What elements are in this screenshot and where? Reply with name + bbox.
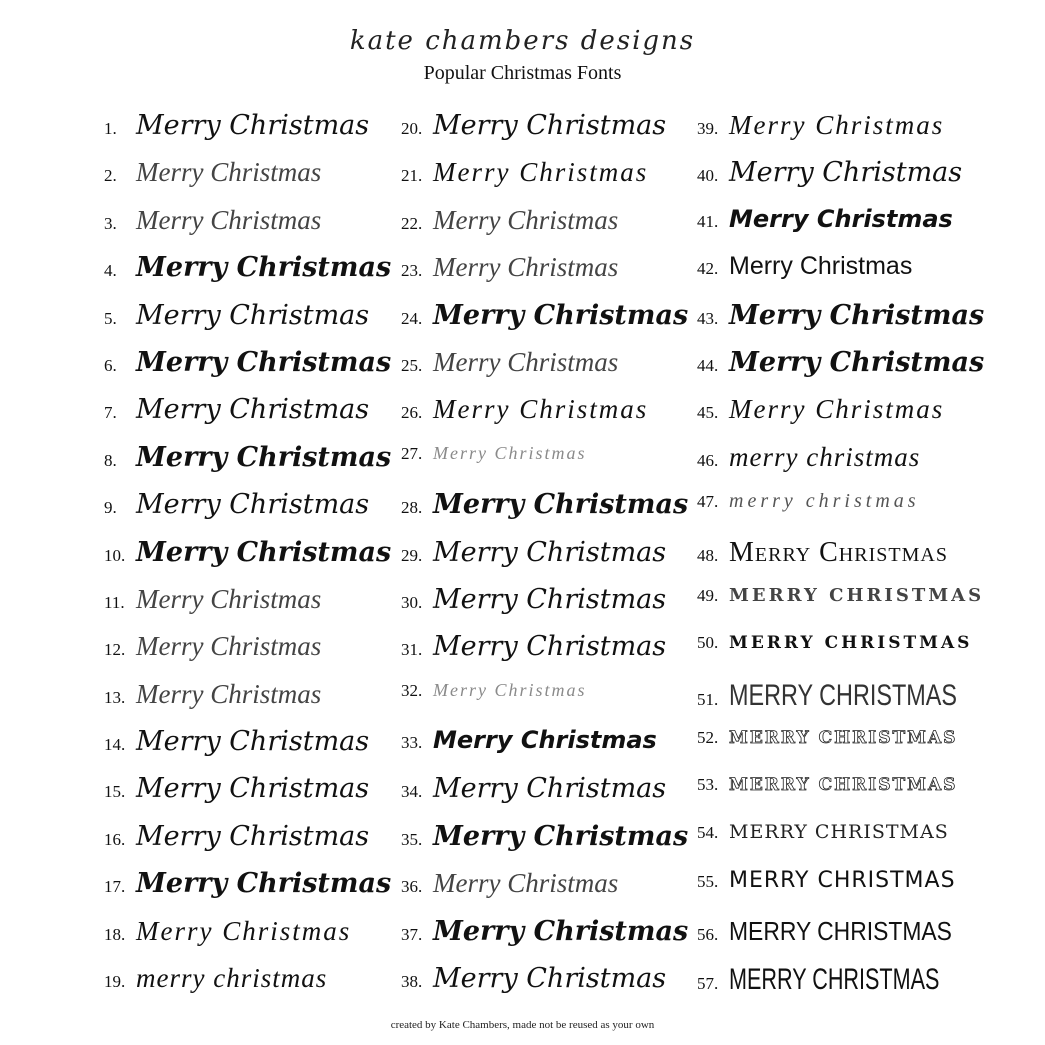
font-sample-text: Merry Christmas [136,583,322,614]
font-number: 19. [104,972,126,992]
font-sample-item [401,159,688,206]
font-sample-text: Merry Christmas [729,299,985,331]
font-sample-text: MERRY CHRISTMAS [729,820,949,843]
font-sample-item [697,870,1021,917]
font-sample-item [401,870,688,917]
font-sample-text: Merry Christmas [433,679,587,700]
font-sample-text: Merry Christmas [136,631,322,662]
font-sample-text: MERRY CHRISTMAS [729,963,940,997]
font-sample-text: Merry Christmas [433,963,667,995]
font-sample-item [104,870,391,917]
font-number: 34. [401,782,423,802]
font-sample-item [697,728,1021,775]
font-number: 18. [104,924,126,944]
font-number: 29. [401,545,423,565]
font-sample-text: MERRY CHRISTMAS [729,775,958,796]
font-sample-item [401,204,688,254]
font-number: 35. [401,829,423,849]
font-sample-text: Merry Christmas [433,204,619,235]
font-sample-item [401,491,688,538]
font-sample-item [401,820,689,870]
font-sample-text: Merry Christmas [433,157,649,188]
font-sample-item [401,681,688,728]
font-number: 52. [697,728,719,748]
font-sample-item [401,346,688,396]
font-sample-text: MERRY CHRISTMAS [729,584,985,606]
font-sample-text: Merry Christmas [136,346,392,378]
font-sample-item [104,159,391,206]
font-sample-item [697,965,1021,1012]
font-number: 27. [401,443,423,463]
font-sample-text: Merry Christmas [433,773,667,805]
font-sample-item [401,633,688,680]
font-sample-text: Merry Christmas [136,157,322,188]
font-sample-item [401,583,688,633]
font-column-3 [697,112,1021,1012]
font-sample-text: Merry Christmas [136,489,370,521]
font-sample-text: Merry Christmas [729,394,945,425]
font-sample-item [104,678,391,728]
font-sample-text: Merry Christmas [729,536,948,568]
font-sample-text: Merry Christmas [729,346,985,378]
font-sample-item [697,633,1021,680]
font-sample-text: Merry Christmas [433,299,689,331]
font-sample-text: Merry Christmas [136,773,370,805]
font-sample-text: Merry Christmas [433,631,667,663]
font-sample-item [697,159,1021,206]
font-number: 50. [697,633,719,653]
font-number: 14. [104,735,126,755]
font-sample-item [401,396,688,443]
font-number: 6. [104,355,117,375]
font-sample-text: Merry Christmas [136,536,392,568]
font-sample-item [104,965,391,1012]
font-number: 17. [104,877,126,897]
font-sample-item [401,254,688,301]
font-sample-text: merry christmas [136,963,328,994]
font-number: 23. [401,261,423,281]
font-number: 12. [104,640,126,660]
font-sample-item [104,254,391,301]
font-sample-text: Merry Christmas [136,726,370,758]
font-sample-item [697,112,1021,159]
font-sample-item [697,536,1021,586]
font-sample-text: Merry Christmas [433,536,667,568]
font-sample-item [104,299,391,349]
font-number: 51. [697,689,719,709]
font-number: 10. [104,545,126,565]
page-title: Popular Christmas Fonts [423,62,622,84]
font-number: 44. [697,355,719,375]
font-sample-item [104,204,391,254]
font-sample-item [697,678,1021,728]
font-number: 16. [104,829,126,849]
font-number: 55. [697,872,719,892]
font-sample-item [401,112,688,159]
font-sample-item [104,583,391,633]
font-sample-text: Merry Christmas [729,110,945,140]
font-sample-item [697,346,1021,396]
font-number: 13. [104,687,126,707]
font-number: 7. [104,403,117,423]
font-sample-item [401,536,688,586]
font-number: 26. [401,403,423,423]
font-sample-text: Merry Christmas [729,204,953,233]
font-number: 20. [401,119,423,138]
font-sample-text: MERRY CHRISTMAS [729,868,956,894]
font-number: 24. [401,308,423,328]
font-sample-item [697,820,1021,870]
font-sample-text: Merry Christmas [433,489,689,521]
font-number: 49. [697,585,719,605]
font-number: 47. [697,492,719,512]
font-sample-item [104,820,391,870]
font-sample-item [697,299,1021,349]
font-sample-text: Merry Christmas [729,252,913,281]
font-column-1 [104,112,391,1012]
font-sample-item [104,396,391,443]
font-sample-item [104,112,391,159]
font-sample-text: Merry Christmas [136,252,392,284]
font-sample-item [104,346,392,396]
font-number: 2. [104,166,117,186]
font-number: 4. [104,261,117,281]
font-sample-item [697,586,1021,633]
font-number: 37. [401,924,423,944]
font-sample-item [104,491,391,538]
font-sample-item [104,728,391,775]
font-sample-text: Merry Christmas [136,394,370,426]
font-number: 31. [401,640,423,660]
font-sample-item [104,915,391,965]
font-number: 41. [697,211,719,231]
font-number: 28. [401,498,423,518]
font-sample-text: Merry Christmas [136,204,322,235]
font-sample-item [697,915,1021,965]
font-number: 15. [104,782,126,802]
font-sample-item [401,444,688,491]
font-number: 36. [401,877,423,897]
font-number: 5. [104,308,117,328]
font-sample-text: Merry Christmas [729,157,963,189]
font-sample-text: Merry Christmas [136,915,352,946]
font-sample-text: MERRY CHRISTMAS [729,633,973,654]
font-number: 22. [401,213,423,233]
font-number: 21. [401,166,423,186]
font-sample-item [104,536,392,586]
font-number: 45. [697,403,719,423]
font-number: 3. [104,213,117,233]
font-sample-text: Merry Christmas [433,252,619,283]
font-number: 1. [104,119,117,138]
font-sample-item [104,441,392,491]
font-sample-item [104,633,391,680]
font-sample-item [401,965,688,1012]
font-sample-text: Merry Christmas [433,820,689,852]
font-number: 53. [697,775,719,795]
font-sample-text: Merry Christmas [433,346,619,377]
font-sample-text: Merry Christmas [136,868,392,900]
font-sample-text: Merry Christmas [136,820,370,852]
font-sample-item [401,775,688,822]
font-sample-text: Merry Christmas [136,441,392,473]
font-number: 43. [697,308,719,328]
font-sample-text: Merry Christmas [136,110,370,141]
font-number: 11. [104,592,125,612]
font-sample-item [697,204,1021,254]
font-sample-text: Merry Christmas [433,868,619,899]
font-sample-text: Merry Christmas [433,110,667,141]
font-sample-item [401,915,689,965]
font-number: 42. [697,259,719,279]
font-sample-item [697,775,1021,822]
font-sample-text: Merry Christmas [433,583,667,615]
font-number: 54. [697,822,719,842]
font-sample-text: Merry Christmas [433,915,689,947]
font-number: 33. [401,733,423,753]
font-sample-text: Merry Christmas [433,394,649,425]
font-sample-text: Merry Christmas [433,726,657,755]
font-sample-item [697,254,1021,301]
font-sample-item [401,728,688,775]
font-number: 46. [697,450,719,470]
font-sample-text: Merry Christmas [136,299,370,331]
font-sample-item [697,396,1021,443]
font-sample-text: merry christmas [729,441,921,472]
font-number: 30. [401,592,423,612]
font-sample-item [104,775,391,822]
font-sample-text: MERRY CHRISTMAS [729,678,957,712]
font-sample-text: MERRY CHRISTMAS [729,915,952,946]
font-number: 38. [401,972,423,992]
font-sample-text: Merry Christmas [136,678,322,709]
font-number: 48. [697,545,719,565]
font-column-2 [401,112,688,1012]
footer-credit: created by Kate Chambers, made not be reused as your own [390,1019,655,1031]
font-number: 39. [697,119,719,138]
font-sample-item [401,299,689,349]
font-sample-item [697,441,1021,491]
font-sample-text: MERRY CHRISTMAS [729,728,958,749]
brand-title: kate chambers designs [349,26,696,56]
font-sample-text: merry christmas [729,490,920,513]
font-sample-text: Merry Christmas [433,442,587,463]
font-number: 40. [697,166,719,186]
font-number: 25. [401,355,423,375]
font-sample-item [697,491,1021,538]
font-number: 32. [401,680,423,700]
font-number: 57. [697,974,719,994]
font-number: 56. [697,924,719,944]
font-number: 9. [104,498,117,518]
font-number: 8. [104,450,117,470]
